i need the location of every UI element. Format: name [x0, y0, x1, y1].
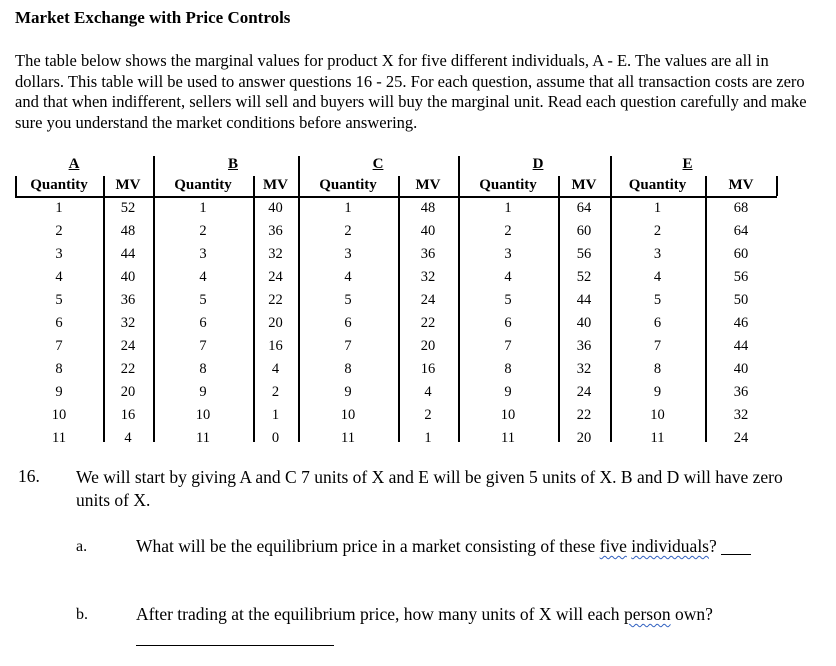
table-cell-mv: 0 [271, 430, 280, 446]
table-cell-quantity: 6 [504, 315, 512, 331]
table-cell-quantity: 5 [653, 292, 662, 308]
table-cell-quantity: 6 [344, 315, 352, 331]
table-cell-quantity: 2 [344, 223, 352, 239]
table-cell-quantity: 10 [195, 407, 211, 423]
table-cell-quantity: 4 [55, 269, 63, 285]
table-cell-quantity: 3 [653, 246, 662, 262]
table-cell-mv: 44 [576, 292, 592, 308]
table-cell-mv: 60 [733, 246, 749, 262]
table-right-tick [776, 176, 778, 196]
header-rule [15, 196, 777, 198]
table-cell-mv: 48 [120, 223, 136, 239]
table-cell-quantity: 6 [653, 315, 662, 331]
table-cell-quantity: 1 [199, 200, 207, 216]
question-number: 16. [18, 466, 40, 486]
table-cell-mv: 64 [733, 223, 749, 239]
table-cell-mv: 40 [576, 315, 592, 331]
marginal-value-table [15, 156, 777, 446]
table-cell-quantity: 10 [340, 407, 356, 423]
table-cell-quantity: 2 [504, 223, 512, 239]
table-cell-quantity: 3 [55, 246, 63, 262]
table-cell-mv: 32 [576, 361, 592, 377]
table-cell-quantity: 11 [341, 430, 355, 446]
table-cell-mv: 40 [120, 269, 136, 285]
table-cell-quantity: 3 [199, 246, 207, 262]
col-header-mv: MV [728, 177, 754, 193]
col-header-quantity: Quantity [319, 177, 377, 193]
group-label-c: C [372, 156, 384, 172]
answer-blank-a[interactable] [721, 537, 751, 556]
table-cell-mv: 1 [424, 430, 432, 446]
group-label-b: B [227, 156, 238, 172]
column-divider [398, 176, 400, 442]
column-divider [558, 176, 560, 442]
table-cell-quantity: 8 [653, 361, 662, 377]
table-cell-quantity: 2 [653, 223, 662, 239]
table-cell-mv: 60 [576, 223, 592, 239]
table-cell-mv: 22 [268, 292, 283, 308]
table-cell-mv: 56 [733, 269, 749, 285]
table-cell-quantity: 9 [344, 384, 352, 400]
table-cell-mv: 20 [576, 430, 592, 446]
table-cell-quantity: 9 [653, 384, 662, 400]
table-cell-mv: 4 [424, 384, 432, 400]
part-a-text: What will be the equilibrium price in a market consisting of these five individuals? [136, 535, 776, 558]
table-cell-mv: 16 [420, 361, 436, 377]
group-label-a: A [68, 156, 80, 172]
table-cell-quantity: 8 [504, 361, 512, 377]
table-cell-quantity: 11 [501, 430, 515, 446]
table-cell-mv: 44 [733, 338, 749, 354]
table-cell-mv: 2 [424, 407, 432, 423]
table-cell-quantity: 1 [653, 200, 662, 216]
table-cell-quantity: 11 [196, 430, 210, 446]
table-cell-quantity: 3 [344, 246, 352, 262]
table-cell-mv: 22 [120, 361, 136, 377]
col-header-quantity: Quantity [174, 177, 232, 193]
col-header-mv: MV [415, 177, 441, 193]
table-cell-mv: 20 [120, 384, 136, 400]
table-cell-mv: 20 [268, 315, 283, 331]
col-header-quantity: Quantity [479, 177, 537, 193]
question-text: We will start by giving A and C 7 units of X and E will be given 5 units of X. B and D will have zero units of X. [76, 467, 783, 510]
table-cell-mv: 22 [576, 407, 592, 423]
group-label-d: D [532, 156, 544, 172]
table-cell-quantity: 5 [199, 292, 207, 308]
table-cell-quantity: 5 [344, 292, 352, 308]
table-cell-mv: 16 [268, 338, 283, 354]
table-cell-mv: 64 [576, 200, 592, 216]
table-cell-mv: 68 [733, 200, 749, 216]
table-cell-mv: 52 [120, 200, 136, 216]
table-cell-quantity: 10 [650, 407, 665, 423]
table-cell-quantity: 11 [52, 430, 66, 446]
table-cell-quantity: 2 [55, 223, 63, 239]
table-cell-mv: 32 [120, 315, 136, 331]
table-cell-mv: 2 [271, 384, 280, 400]
table-cell-quantity: 7 [199, 338, 207, 354]
table-cell-mv: 16 [120, 407, 136, 423]
table-cell-mv: 32 [268, 246, 283, 262]
table-cell-quantity: 9 [199, 384, 207, 400]
col-header-mv: MV [263, 177, 288, 193]
table-cell-quantity: 7 [344, 338, 352, 354]
table-cell-quantity: 9 [504, 384, 512, 400]
table-cell-quantity: 10 [500, 407, 516, 423]
col-header-mv: MV [571, 177, 597, 193]
intro-paragraph: The table below shows the marginal values for product X for five different individuals, A - E. The values are all in dollars. This table will be used to answer questions 16 - 25. For each question, assume that all transaction costs are zero and that when indifferent, sellers will sell and buyers will buy the marginal unit. Read each question carefully and make sure you understand the market conditions before answering. [15, 51, 807, 132]
table-cell-quantity: 9 [55, 384, 63, 400]
table-left-tick [15, 176, 17, 196]
column-divider [705, 176, 707, 442]
part-b-label: b. [76, 606, 88, 623]
table-cell-mv: 20 [420, 338, 436, 354]
table-cell-mv: 56 [576, 246, 592, 262]
table-cell-quantity: 6 [55, 315, 63, 331]
table-cell-mv: 24 [420, 292, 436, 308]
table-cell-quantity: 8 [55, 361, 63, 377]
col-header-quantity: Quantity [30, 177, 88, 193]
table-cell-mv: 44 [120, 246, 136, 262]
answer-blank-b[interactable] [136, 628, 334, 647]
table-cell-mv: 40 [420, 223, 436, 239]
table-cell-mv: 52 [576, 269, 592, 285]
group-label-e: E [682, 156, 693, 172]
page-title: Market Exchange with Price Controls [15, 8, 291, 27]
table-cell-mv: 46 [733, 315, 749, 331]
table-cell-quantity: 5 [504, 292, 512, 308]
table-cell-mv: 32 [733, 407, 749, 423]
table-cell-quantity: 8 [199, 361, 207, 377]
table-cell-quantity: 3 [504, 246, 512, 262]
part-b-text: After trading at the equilibrium price, how many units of X will each person own? [136, 603, 776, 649]
table-cell-mv: 36 [268, 223, 283, 239]
table-cell-mv: 32 [420, 269, 436, 285]
table-cell-mv: 36 [733, 384, 749, 400]
table-cell-quantity: 4 [199, 269, 207, 285]
column-divider [253, 176, 255, 442]
table-cell-quantity: 5 [55, 292, 63, 308]
table-cell-quantity: 1 [55, 200, 63, 216]
table-cell-quantity: 7 [504, 338, 512, 354]
table-cell-mv: 24 [120, 338, 136, 354]
table-cell-quantity: 4 [504, 269, 512, 285]
table-cell-quantity: 7 [55, 338, 63, 354]
table-cell-mv: 24 [268, 269, 283, 285]
table-cell-quantity: 10 [51, 407, 67, 423]
table-cell-quantity: 4 [653, 269, 662, 285]
table-cell-mv: 50 [733, 292, 749, 308]
table-cell-quantity: 1 [504, 200, 512, 216]
table-cell-mv: 24 [733, 430, 749, 446]
table-cell-mv: 4 [271, 361, 280, 377]
table-cell-mv: 36 [420, 246, 436, 262]
table-cell-mv: 4 [124, 430, 132, 446]
table-cell-mv: 48 [420, 200, 436, 216]
table-cell-mv: 40 [268, 200, 283, 216]
table-cell-quantity: 2 [199, 223, 207, 239]
table-cell-mv: 36 [120, 292, 136, 308]
table-cell-quantity: 11 [650, 430, 665, 446]
table-cell-mv: 24 [576, 384, 592, 400]
table-cell-mv: 40 [733, 361, 749, 377]
table-cell-quantity: 4 [344, 269, 352, 285]
column-divider [103, 176, 105, 442]
table-cell-mv: 22 [420, 315, 436, 331]
table-cell-quantity: 1 [344, 200, 352, 216]
table-cell-quantity: 6 [199, 315, 207, 331]
table-cell-quantity: 8 [344, 361, 352, 377]
col-header-quantity: Quantity [628, 177, 687, 193]
table-cell-quantity: 7 [653, 338, 662, 354]
table-cell-mv: 1 [271, 407, 280, 423]
col-header-mv: MV [115, 177, 141, 193]
part-a-label: a. [76, 538, 88, 555]
table-cell-mv: 36 [576, 338, 592, 354]
